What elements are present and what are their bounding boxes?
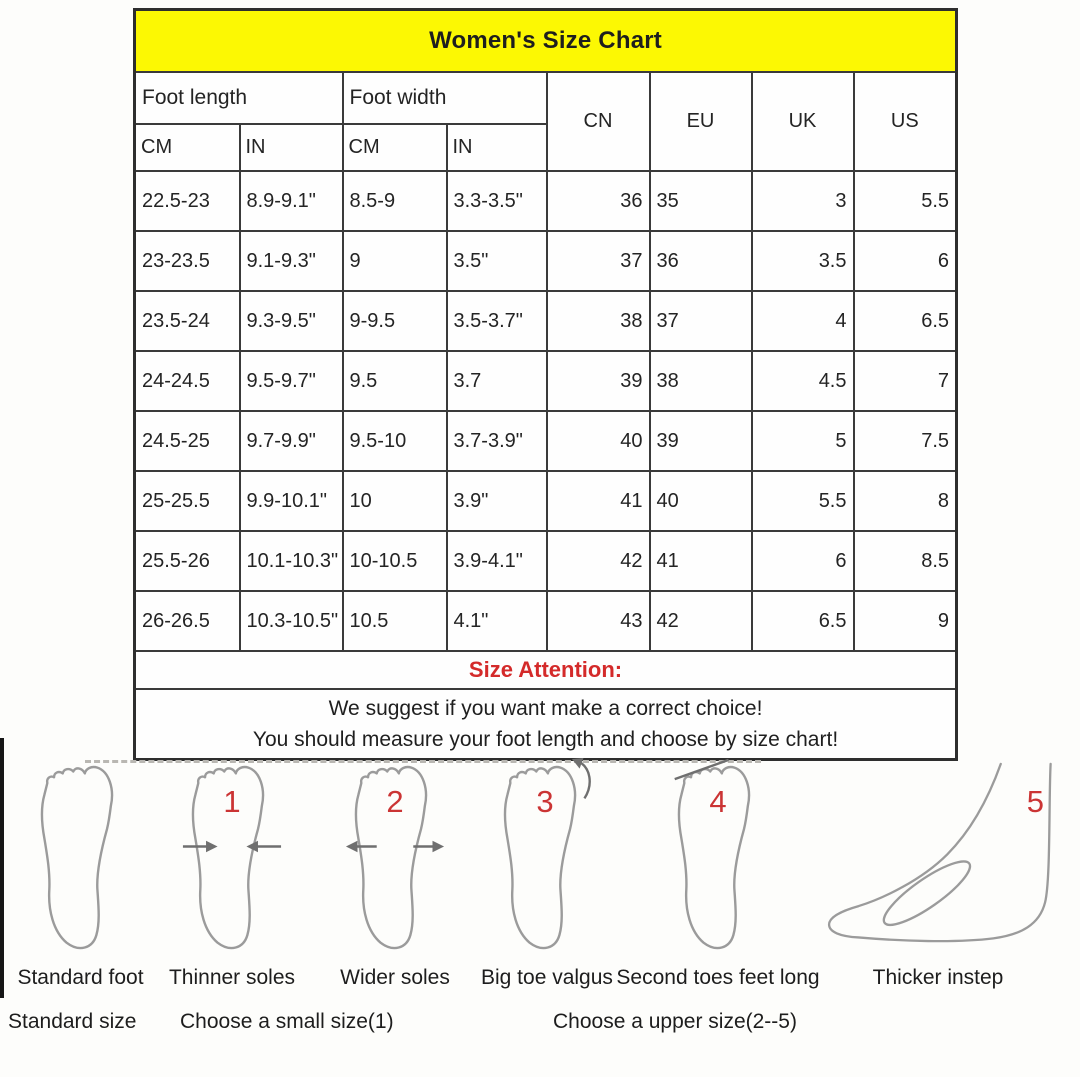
table-cell: 8.5 xyxy=(854,531,957,591)
table-cell: 26-26.5 xyxy=(135,591,240,651)
table-cell: 5 xyxy=(752,411,854,471)
attention-heading: Size Attention: xyxy=(135,651,957,689)
size-table-body xyxy=(135,171,957,651)
table-cell: 4.5 xyxy=(752,351,854,411)
table-cell: 7.5 xyxy=(854,411,957,471)
footprint-icon xyxy=(15,758,147,960)
table-row xyxy=(135,291,957,351)
attention-row xyxy=(135,651,957,689)
table-cell: 10.5 xyxy=(343,591,447,651)
col-group-foot-length: Foot length xyxy=(135,72,343,124)
foot-figure-wider-soles xyxy=(330,758,460,990)
foot-label: Wider soles xyxy=(340,966,450,989)
table-cell: 8.9-9.1" xyxy=(240,171,343,231)
col-header-us: US xyxy=(854,72,957,171)
table-cell: 3 xyxy=(752,171,854,231)
table-cell: 24-24.5 xyxy=(135,351,240,411)
table-cell: 9.3-9.5" xyxy=(240,291,343,351)
note-line-2: You should measure your foot length and choose by size chart! xyxy=(252,728,839,751)
table-row xyxy=(135,171,957,231)
col-header-eu: EU xyxy=(650,72,752,171)
table-cell: 42 xyxy=(547,531,650,591)
table-cell: 8.5-9 xyxy=(343,171,447,231)
figure-number: 4 xyxy=(709,784,727,819)
advice-upper-size: Choose a upper size(2--5) xyxy=(553,1010,797,1033)
table-cell: 6 xyxy=(854,231,957,291)
table-cell: 23.5-24 xyxy=(135,291,240,351)
figure-number: 2 xyxy=(386,784,404,819)
table-cell: 9.9-10.1" xyxy=(240,471,343,531)
foot-figure-second-toes-long xyxy=(608,758,828,990)
figure-number: 1 xyxy=(223,784,241,819)
table-cell: 5.5 xyxy=(752,471,854,531)
table-cell: 4 xyxy=(752,291,854,351)
table-cell: 10.1-10.3" xyxy=(240,531,343,591)
table-cell: 9 xyxy=(343,231,447,291)
table-cell: 37 xyxy=(547,231,650,291)
table-cell: 37 xyxy=(650,291,752,351)
foot-figure-standard xyxy=(8,758,153,990)
table-cell: 3.9-4.1" xyxy=(447,531,547,591)
col-header-length-in: IN xyxy=(240,124,343,171)
table-cell: 3.7-3.9" xyxy=(447,411,547,471)
table-cell: 3.5 xyxy=(752,231,854,291)
figure-number: 5 xyxy=(1026,784,1044,819)
table-cell: 24.5-25 xyxy=(135,411,240,471)
side-foot-icon xyxy=(818,758,1058,960)
table-cell: 35 xyxy=(650,171,752,231)
table-row xyxy=(135,591,957,651)
table-cell: 8 xyxy=(854,471,957,531)
table-cell: 38 xyxy=(650,351,752,411)
table-cell: 4.1" xyxy=(447,591,547,651)
table-cell: 38 xyxy=(547,291,650,351)
table-row xyxy=(135,471,957,531)
table-cell: 3.5-3.7" xyxy=(447,291,547,351)
table-cell: 23-23.5 xyxy=(135,231,240,291)
table-row xyxy=(135,351,957,411)
table-cell: 9.5 xyxy=(343,351,447,411)
table-cell: 5.5 xyxy=(854,171,957,231)
col-header-width-cm: CM xyxy=(343,124,447,171)
note-row xyxy=(135,689,957,760)
table-cell: 7 xyxy=(854,351,957,411)
table-cell: 9.7-9.9" xyxy=(240,411,343,471)
foot-label: Big toe valgus xyxy=(481,966,613,989)
foot-figure-thinner-soles xyxy=(167,758,297,990)
table-cell: 42 xyxy=(650,591,752,651)
figure-number: 3 xyxy=(536,784,554,819)
table-cell: 10-10.5 xyxy=(343,531,447,591)
table-cell: 40 xyxy=(650,471,752,531)
foot-figure-thicker-instep xyxy=(818,758,1058,990)
table-cell: 36 xyxy=(650,231,752,291)
table-cell: 39 xyxy=(650,411,752,471)
table-cell: 10.3-10.5" xyxy=(240,591,343,651)
page-title: Women's Size Chart xyxy=(135,10,957,73)
note-line-1: We suggest if you want make a correct choice! xyxy=(328,697,763,720)
table-cell: 43 xyxy=(547,591,650,651)
table-cell: 9-9.5 xyxy=(343,291,447,351)
table-cell: 25-25.5 xyxy=(135,471,240,531)
foot-label: Thinner soles xyxy=(168,966,296,989)
table-cell: 3.9" xyxy=(447,471,547,531)
col-header-length-cm: CM xyxy=(135,124,240,171)
table-cell: 25.5-26 xyxy=(135,531,240,591)
col-header-cn: CN xyxy=(547,72,650,171)
table-cell: 10 xyxy=(343,471,447,531)
table-cell: 9.5-9.7" xyxy=(240,351,343,411)
table-row xyxy=(135,531,957,591)
table-cell: 9 xyxy=(854,591,957,651)
foot-label: Thicker instep xyxy=(872,966,1004,989)
table-cell: 40 xyxy=(547,411,650,471)
col-header-uk: UK xyxy=(752,72,854,171)
table-row xyxy=(135,411,957,471)
foot-figure-big-toe-valgus xyxy=(481,758,613,990)
col-header-width-in: IN xyxy=(447,124,547,171)
table-cell: 3.3-3.5" xyxy=(447,171,547,231)
advice-standard-size: Standard size xyxy=(8,1010,137,1033)
table-cell: 6 xyxy=(752,531,854,591)
advice-small-size: Choose a small size(1) xyxy=(180,1010,394,1033)
foot-label: Standard foot xyxy=(17,966,144,989)
table-cell: 6.5 xyxy=(854,291,957,351)
table-cell: 6.5 xyxy=(752,591,854,651)
size-table xyxy=(133,8,958,761)
table-cell: 22.5-23 xyxy=(135,171,240,231)
col-group-foot-width: Foot width xyxy=(343,72,547,124)
table-cell: 36 xyxy=(547,171,650,231)
table-cell: 9.1-9.3" xyxy=(240,231,343,291)
table-cell: 41 xyxy=(650,531,752,591)
table-title-row xyxy=(135,10,957,73)
table-cell: 41 xyxy=(547,471,650,531)
table-cell: 3.5" xyxy=(447,231,547,291)
foot-label: Second toes feet long xyxy=(616,966,820,989)
table-row xyxy=(135,231,957,291)
table-cell: 9.5-10 xyxy=(343,411,447,471)
table-cell: 3.7 xyxy=(447,351,547,411)
table-cell: 39 xyxy=(547,351,650,411)
group-header-row xyxy=(135,72,957,124)
left-edge-line xyxy=(0,738,4,998)
